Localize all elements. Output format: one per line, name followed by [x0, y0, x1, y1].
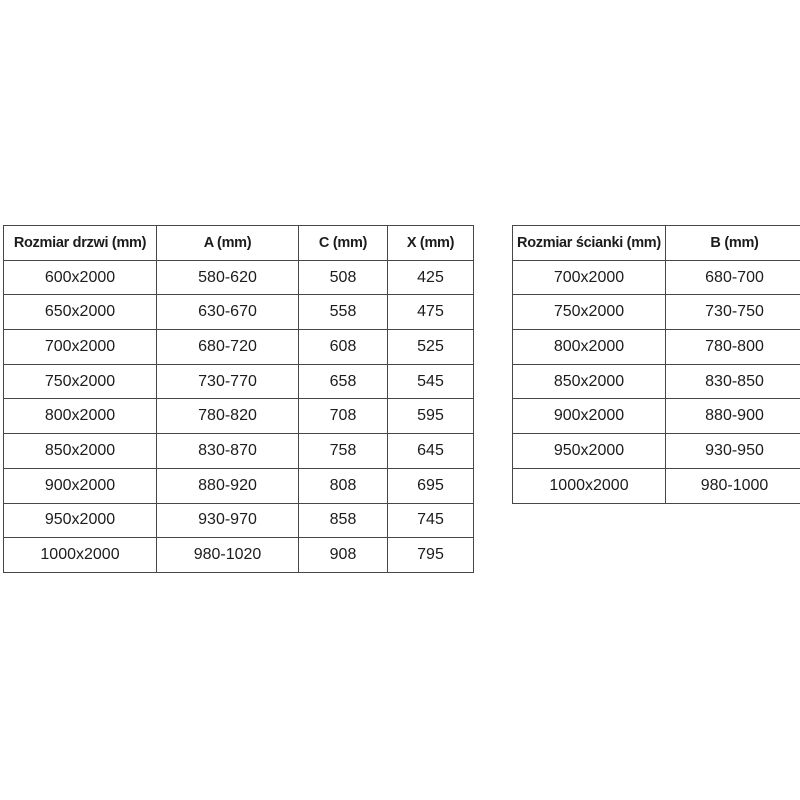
- table-cell: 708: [299, 399, 388, 434]
- table-cell: 880-900: [666, 399, 800, 434]
- table-cell: 800x2000: [4, 399, 157, 434]
- table-cell: 830-870: [157, 434, 299, 469]
- table-cell: 730-750: [666, 295, 800, 330]
- table-cell: 680-720: [157, 330, 299, 365]
- table-cell: 750x2000: [4, 364, 157, 399]
- table-row: [513, 330, 800, 365]
- table-cell: 475: [388, 295, 474, 330]
- table-cell: 580-620: [157, 260, 299, 295]
- column-header: Rozmiar ścianki (mm): [513, 226, 666, 261]
- table-row: [4, 295, 474, 330]
- table-cell: 758: [299, 434, 388, 469]
- table-row: [513, 468, 800, 503]
- table-row: [4, 399, 474, 434]
- table-cell: 900x2000: [513, 399, 666, 434]
- table-cell: 745: [388, 503, 474, 538]
- table-row: [4, 503, 474, 538]
- door-sizes-table-head: [4, 226, 474, 261]
- table-cell: 600x2000: [4, 260, 157, 295]
- table-cell: 850x2000: [513, 364, 666, 399]
- table-row: [513, 260, 800, 295]
- table-cell: 1000x2000: [513, 468, 666, 503]
- wall-sizes-table-head: [513, 226, 800, 261]
- table-cell: 658: [299, 364, 388, 399]
- table-row: [4, 434, 474, 469]
- table-cell: 980-1000: [666, 468, 800, 503]
- table-cell: 700x2000: [4, 330, 157, 365]
- table-cell: 608: [299, 330, 388, 365]
- table-row: [513, 364, 800, 399]
- header-row: [4, 226, 474, 261]
- table-cell: 545: [388, 364, 474, 399]
- table-row: [4, 468, 474, 503]
- table-cell: 425: [388, 260, 474, 295]
- wall-sizes-table: [512, 225, 800, 504]
- table-cell: 858: [299, 503, 388, 538]
- table-cell: 750x2000: [513, 295, 666, 330]
- table-cell: 780-820: [157, 399, 299, 434]
- door-sizes-table: [3, 225, 474, 573]
- table-cell: 808: [299, 468, 388, 503]
- table-cell: 908: [299, 538, 388, 573]
- column-header: B (mm): [666, 226, 800, 261]
- table-row: [4, 538, 474, 573]
- table-cell: 800x2000: [513, 330, 666, 365]
- table-cell: 650x2000: [4, 295, 157, 330]
- table-cell: 558: [299, 295, 388, 330]
- door-sizes-table-body: [4, 260, 474, 572]
- column-header: Rozmiar drzwi (mm): [4, 226, 157, 261]
- table-cell: 830-850: [666, 364, 800, 399]
- table-cell: 795: [388, 538, 474, 573]
- table-row: [4, 364, 474, 399]
- table-cell: 930-970: [157, 503, 299, 538]
- table-cell: 595: [388, 399, 474, 434]
- table-cell: 950x2000: [513, 434, 666, 469]
- table-cell: 980-1020: [157, 538, 299, 573]
- table-row: [513, 434, 800, 469]
- table-cell: 680-700: [666, 260, 800, 295]
- table-cell: 525: [388, 330, 474, 365]
- table-row: [513, 399, 800, 434]
- table-cell: 950x2000: [4, 503, 157, 538]
- table-cell: 850x2000: [4, 434, 157, 469]
- table-cell: 880-920: [157, 468, 299, 503]
- column-header: C (mm): [299, 226, 388, 261]
- table-cell: 630-670: [157, 295, 299, 330]
- table-cell: 700x2000: [513, 260, 666, 295]
- column-header: X (mm): [388, 226, 474, 261]
- wall-sizes-table-body: [513, 260, 800, 503]
- table-cell: 930-950: [666, 434, 800, 469]
- table-cell: 1000x2000: [4, 538, 157, 573]
- table-cell: 730-770: [157, 364, 299, 399]
- table-cell: 780-800: [666, 330, 800, 365]
- table-cell: 645: [388, 434, 474, 469]
- table-cell: 900x2000: [4, 468, 157, 503]
- table-cell: 508: [299, 260, 388, 295]
- table-cell: 695: [388, 468, 474, 503]
- column-header: A (mm): [157, 226, 299, 261]
- table-row: [513, 295, 800, 330]
- table-row: [4, 330, 474, 365]
- table-row: [4, 260, 474, 295]
- header-row: [513, 226, 800, 261]
